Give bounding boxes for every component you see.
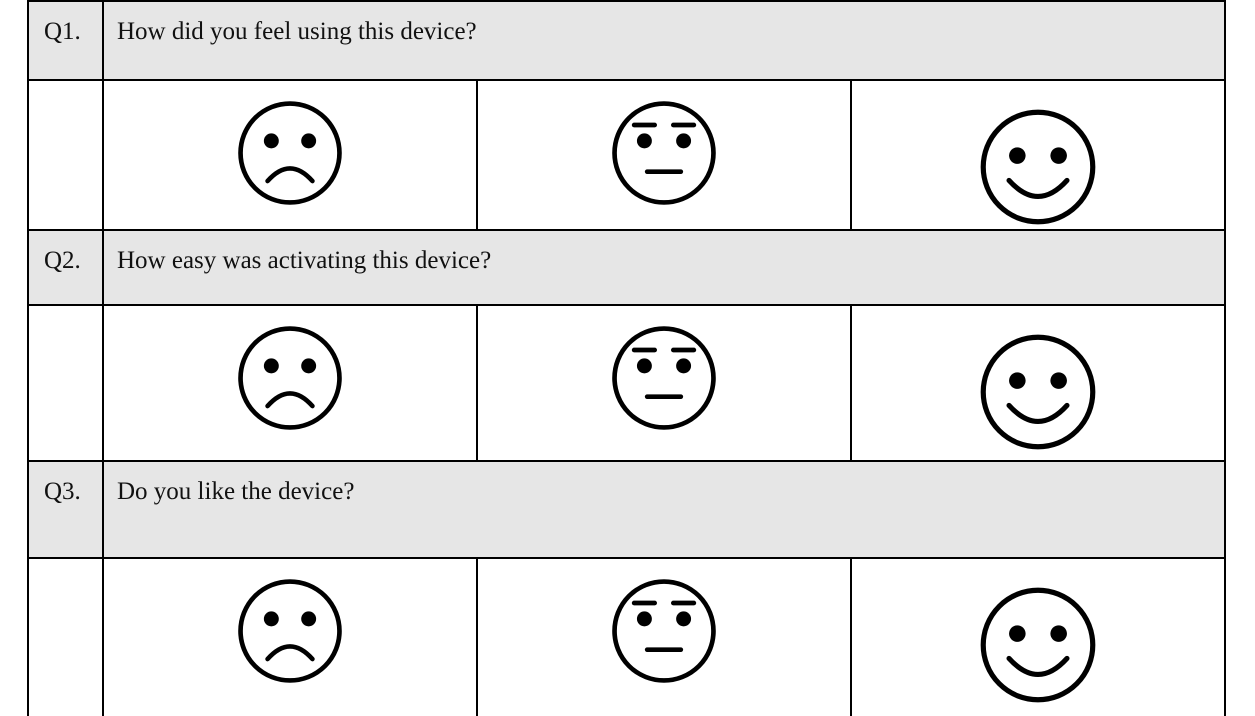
option-happy[interactable]: [851, 80, 1225, 230]
sad-face-icon: [234, 97, 346, 209]
question-row: [28, 461, 1225, 558]
question-number: Q3.: [28, 461, 103, 558]
question-row: [28, 1, 1225, 80]
option-sad[interactable]: [103, 80, 477, 230]
option-neutral[interactable]: [477, 305, 851, 461]
empty-cell: [28, 80, 103, 230]
question-number: Q2.: [28, 230, 103, 305]
survey-table: [27, 0, 1226, 716]
happy-face-icon: [976, 105, 1100, 229]
happy-face-icon: [976, 583, 1100, 707]
question-text: How did you feel using this device?: [103, 1, 1225, 80]
question-row: [28, 230, 1225, 305]
neutral-face-icon: [608, 575, 720, 687]
option-happy[interactable]: [851, 305, 1225, 461]
question-text: How easy was activating this device?: [103, 230, 1225, 305]
question-text: Do you like the device?: [103, 461, 1225, 558]
sad-face-icon: [234, 575, 346, 687]
answer-row: [28, 558, 1225, 716]
option-neutral[interactable]: [477, 80, 851, 230]
empty-cell: [28, 305, 103, 461]
neutral-face-icon: [608, 322, 720, 434]
option-sad[interactable]: [103, 305, 477, 461]
option-neutral[interactable]: [477, 558, 851, 716]
question-number: Q1.: [28, 1, 103, 80]
happy-face-icon: [976, 330, 1100, 454]
option-happy[interactable]: [851, 558, 1225, 716]
option-sad[interactable]: [103, 558, 477, 716]
answer-row: [28, 80, 1225, 230]
neutral-face-icon: [608, 97, 720, 209]
empty-cell: [28, 558, 103, 716]
sad-face-icon: [234, 322, 346, 434]
answer-row: [28, 305, 1225, 461]
